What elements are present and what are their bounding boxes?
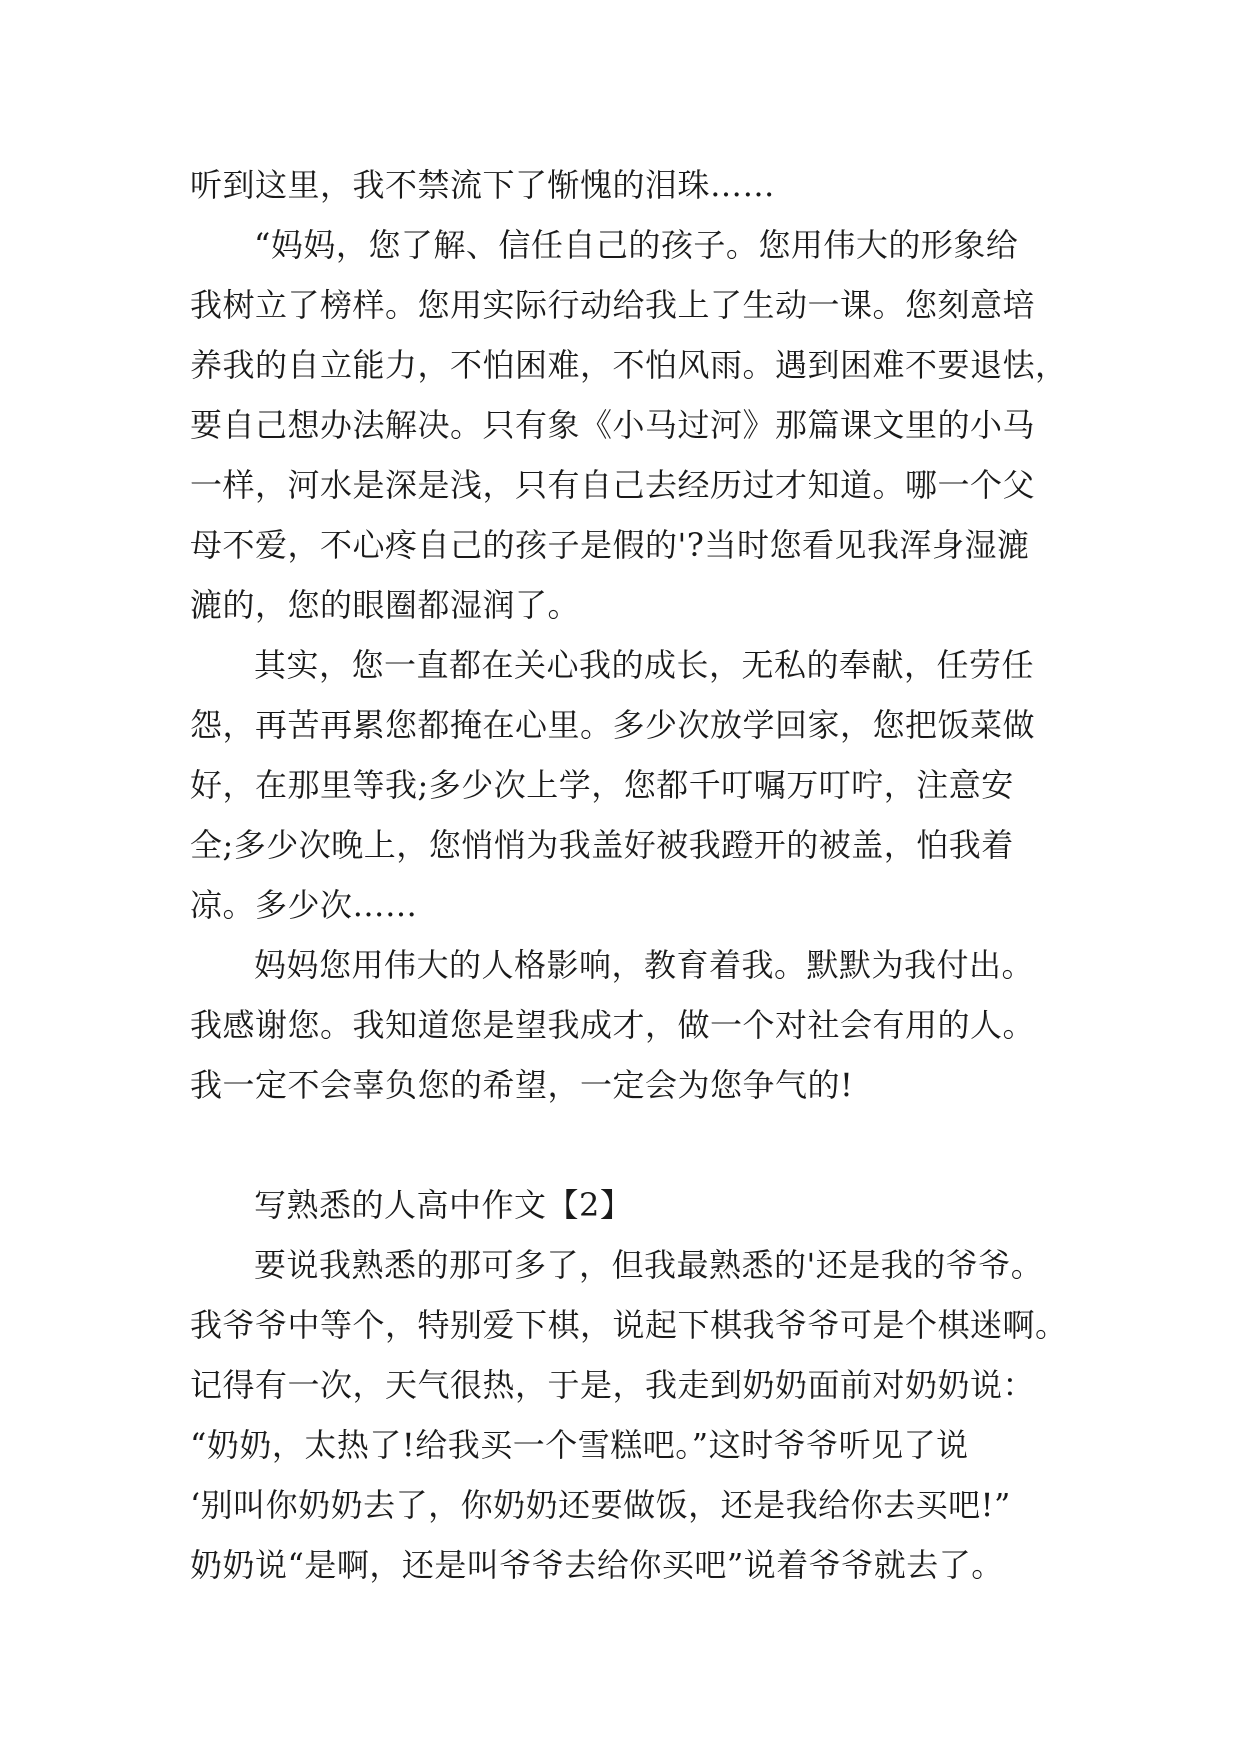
paragraph-line: 我一定不会辜负您的希望，一定会为您争气的! <box>190 1066 854 1104</box>
paragraph-line: 母不爱，不心疼自己的孩子是假的'?当时您看见我浑身湿漉 <box>190 526 1030 564</box>
essay-body <box>190 155 1070 1595</box>
paragraph-line: ‘别叫你奶奶去了，你奶奶还要做饭，还是我给你去买吧!” <box>190 1486 1011 1524</box>
paragraph-line: “妈妈，您了解、信任自己的孩子。您用伟大的形象给 <box>254 226 1019 264</box>
paragraph-line: 要说我熟悉的那可多了，但我最熟悉的'还是我的爷爷。 <box>254 1246 1044 1284</box>
paragraph-line: 凉。多少次…… <box>190 886 418 924</box>
paragraph-line: 我爷爷中等个，特别爱下棋，说起下棋我爷爷可是个棋迷啊。 <box>190 1306 1068 1344</box>
paragraph-line: 漉的，您的眼圈都湿润了。 <box>190 586 581 624</box>
paragraph-line: 其实，您一直都在关心我的成长，无私的奉献，任劳任 <box>254 646 1035 684</box>
paragraph-line: 养我的自立能力，不怕困难，不怕风雨。遇到困难不要退怯， <box>190 346 1068 384</box>
paragraph-line: “奶奶，太热了!给我买一个雪糕吧。”这时爷爷听见了说 <box>190 1426 969 1464</box>
paragraph-line: 记得有一次，天气很热，于是，我走到奶奶面前对奶奶说： <box>190 1366 1036 1404</box>
paragraph-line: 我感谢您。我知道您是望我成才，做一个对社会有用的人。 <box>190 1006 1036 1044</box>
paragraph-line: 妈妈您用伟大的人格影响，教育着我。默默为我付出。 <box>254 946 1035 984</box>
paragraph-line: 一样，河水是深是浅，只有自己去经历过才知道。哪一个父 <box>190 466 1036 504</box>
section-gap <box>190 1115 1070 1175</box>
paragraph-line: 怨，再苦再累您都掩在心里。多少次放学回家，您把饭菜做 <box>190 706 1036 744</box>
paragraph-line: 要自己想办法解决。只有象《小马过河》那篇课文里的小马 <box>190 406 1036 444</box>
paragraph-line: 全;多少次晚上，您悄悄为我盖好被我蹬开的被盖，怕我着 <box>190 826 1014 864</box>
paragraph-line: 我树立了榜样。您用实际行动给我上了生动一课。您刻意培 <box>190 286 1036 324</box>
paragraph-line: 听到这里，我不禁流下了惭愧的泪珠…… <box>190 166 776 204</box>
paragraph-line: 好，在那里等我;多少次上学，您都千叮嘱万叮咛，注意安 <box>190 766 1014 804</box>
section-heading: 写熟悉的人高中作文【2】 <box>254 1186 633 1224</box>
paragraph-line: 奶奶说“是啊，还是叫爷爷去给你买吧”说着爷爷就去了。 <box>190 1546 1004 1584</box>
